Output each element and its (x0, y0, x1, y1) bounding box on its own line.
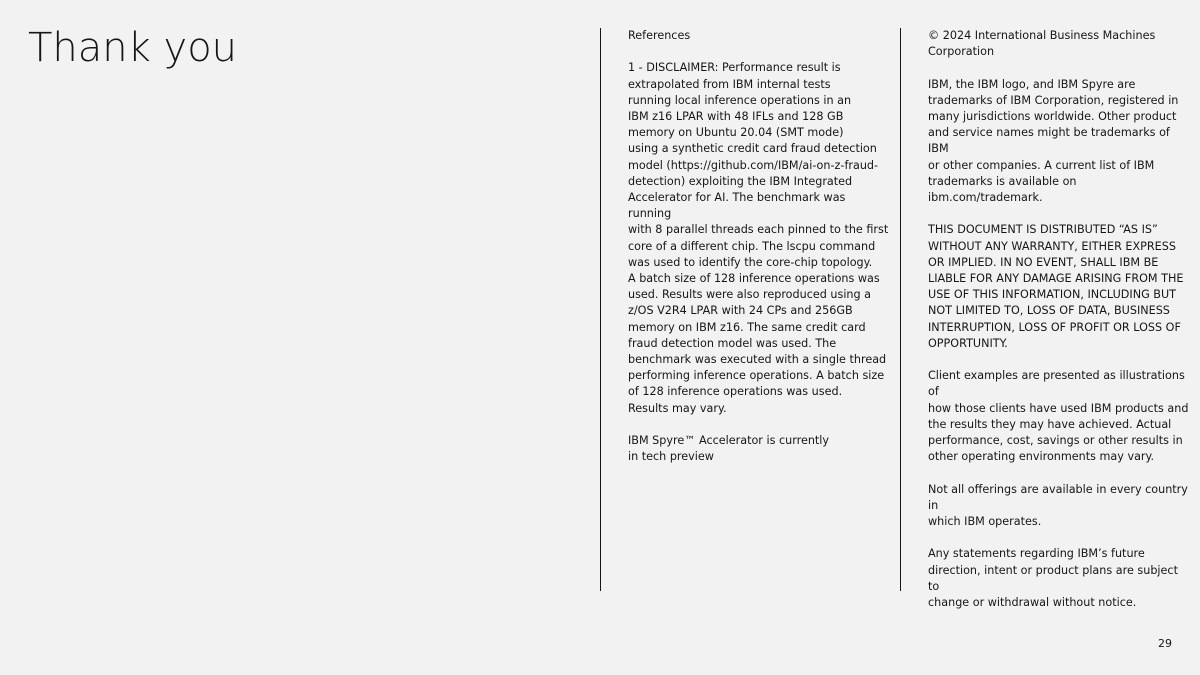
page-number: 29 (1158, 637, 1172, 650)
legal-offerings: Not all offerings are available in every country in which IBM operates. (928, 482, 1188, 529)
legal-client-examples: Client examples are presented as illustrations of how those clients have used IBM products and the results they may have achieved. Actual performance, cost, savings or other results in other operating environments may vary. (928, 369, 1189, 464)
references-spyre-note: IBM Spyre™ Accelerator is currently in tech preview (628, 434, 830, 464)
legal-trademarks: IBM, the IBM logo, and IBM Spyre are trademarks of IBM Corporation, registered in many jurisdictions worldwide. Other product and service names might be trademarks of IBM or other companies. A current list of IBM trademarks is available on ibm.com/trademark. (928, 77, 1179, 205)
references-column (628, 28, 890, 482)
legal-copyright: © 2024 International Business Machines Corporation (928, 29, 1156, 59)
divider-right (900, 28, 901, 591)
legal-statements: Any statements regarding IBM’s future direction, intent or product plans are subject to change or withdrawal without notice. (928, 547, 1178, 610)
divider-left (600, 28, 601, 591)
slide-title: Thank you (28, 25, 238, 71)
references-disclaimer: 1 - DISCLAIMER: Performance result is extrapolated from IBM internal tests running local inference operations in an IBM z16 LPAR with 48 IFLs and 128 GB memory on Ubuntu 20.04 (SMT mode) using a synthetic credit card fraud detection model (https://github.com/IBM/ai-on-z-fraud- detection) exploiting the IBM Integrated Accelerator for AI. The benchmark was running with 8 parallel threads each pinned to the first core of a different chip. The lscpu command was used to identify the core-chip topology. A batch size of 128 inference operations was used. Results were also reproduced using a z/OS V2R4 LPAR with 24 CPs and 256GB memory on IBM z16. The same credit card fraud detection model was used. The benchmark was executed with a single thread performing inference operations. A batch size of 128 inference operations was used. Results may vary. (628, 61, 889, 415)
legal-column (928, 28, 1190, 627)
references-heading: References (628, 29, 691, 42)
legal-as-is: THIS DOCUMENT IS DISTRIBUTED “AS IS” WITHOUT ANY WARRANTY, EITHER EXPRESS OR IMPLIED. IN NO EVENT, SHALL IBM BE LIABLE FOR ANY DAMAGE ARISING FROM THE USE OF THIS INFORMATION, INCLUDING BUT NOT LIMITED TO, LOSS OF DATA, BUSINESS INTERRUPTION, LOSS OF PROFIT OR LOSS OF OPPORTUNITY. (928, 223, 1184, 350)
